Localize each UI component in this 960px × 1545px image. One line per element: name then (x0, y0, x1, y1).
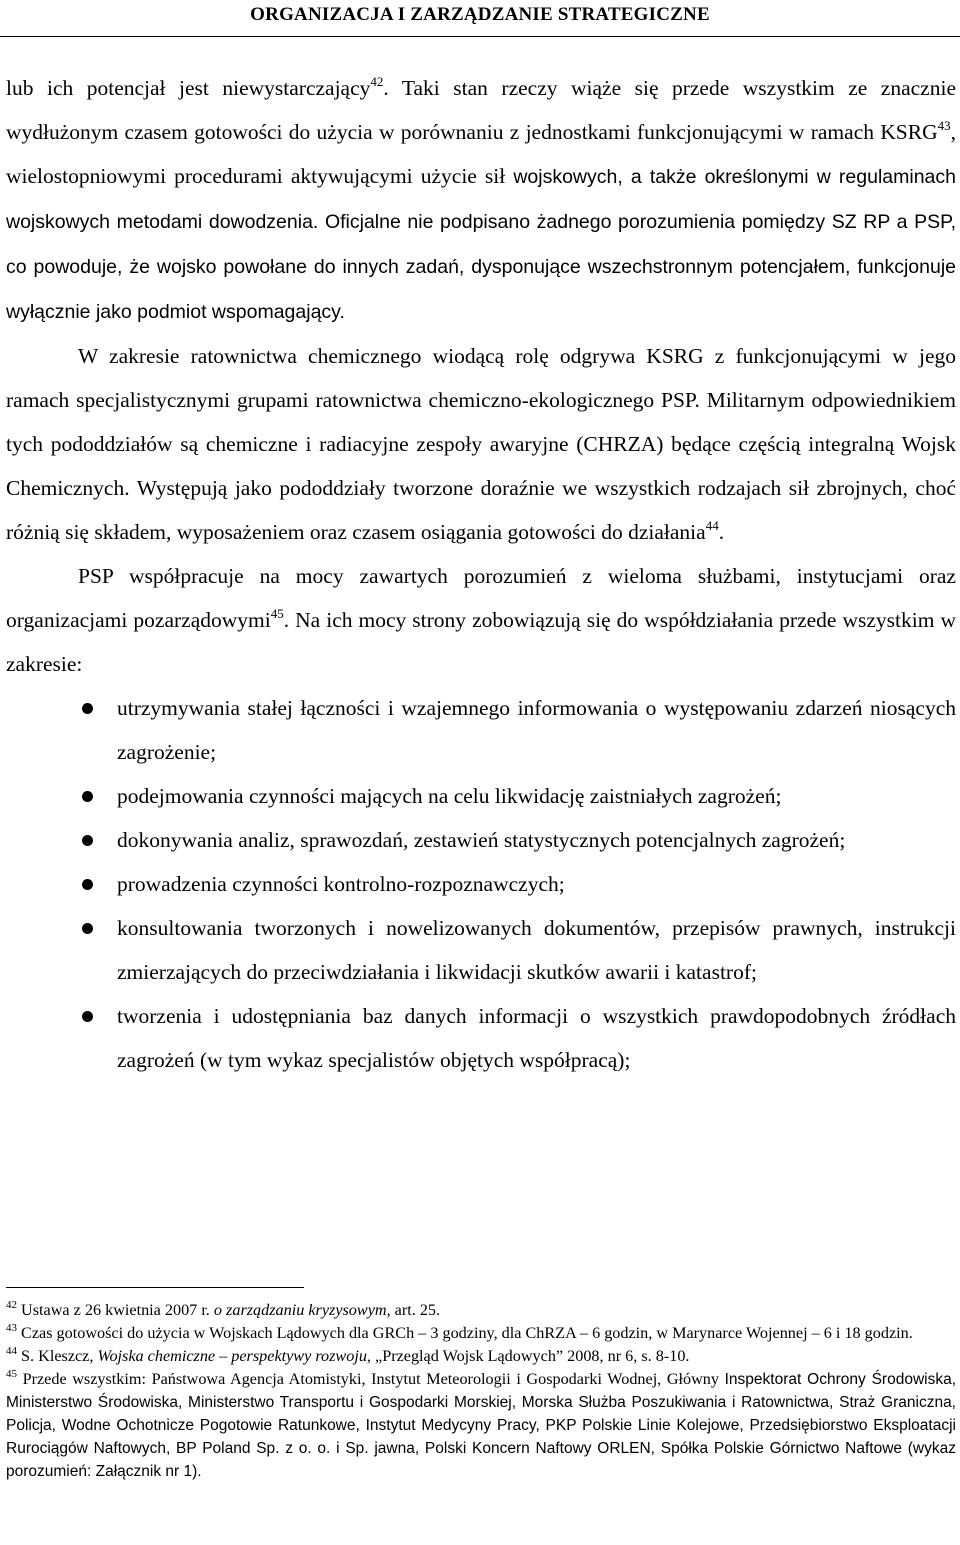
list-item-text: konsultowania tworzonych i nowelizowanych dokumentów, przepisów prawnych, instrukcji zmierzających do przeciwdziałania i likwidacji skutków awarii i katastrof; (117, 916, 956, 984)
list-item-text: tworzenia i udostępniania baz danych informacji o wszystkich prawdopodobnych źródłach zagrożeń (w tym wykaz specjalistów objętych współpracą); (117, 1004, 956, 1072)
list-item-text: utrzymywania stałej łączności i wzajemnego informowania o występowaniu zdarzeń niosących zagrożenie; (117, 696, 956, 764)
bullet-icon (82, 879, 93, 890)
p3-text-a: PSP współpracuje na mocy zawartych porozumień z wieloma służbami, instytucjami oraz organizacjami pozarządowymi (6, 564, 956, 632)
bullet-icon (82, 1011, 93, 1022)
footnote-number: 45 (6, 1368, 17, 1380)
list-item-text: dokonywania analiz, sprawozdań, zestawień statystycznych potencjalnych zagrożeń; (117, 828, 846, 852)
main-text (6, 66, 956, 1082)
list-item-text: prowadzenia czynności kontrolno-rozpoznawczych; (117, 872, 565, 896)
p3-text-b: . Na ich mocy strony zobowiązują się do współdziałania przede wszystkim w zakresie: (6, 608, 957, 676)
footnote-text: , „Przegląd Wojsk Lądowych” 2008, nr 6, s. 8-10. (366, 1347, 690, 1365)
footnote-ref-45: 45 (270, 606, 284, 621)
p2-text-b: . (718, 520, 725, 544)
footnote-45 (6, 1368, 956, 1483)
list-item (6, 774, 956, 818)
footnote-text: S. Kleszcz, (17, 1347, 98, 1365)
footnote-number: 42 (6, 1299, 17, 1311)
paragraph-2 (6, 334, 956, 554)
footnote-ref-43: 43 (937, 118, 951, 133)
list-item (6, 994, 956, 1082)
footnotes (6, 1299, 956, 1483)
list-item-text: podejmowania czynności mających na celu likwidację zaistniałych zagrożeń; (117, 784, 782, 808)
footnote-text: Czas gotowości do użycia w Wojskach Lądowych dla GRCh – 3 godziny, dla ChRZA – 6 godzin, w Marynarce Wojennej – 6 i 18 godzin. (17, 1324, 913, 1342)
footnote-text: Ustawa z 26 kwietnia 2007 r. (17, 1301, 214, 1319)
p1-text-b: . Taki stan rzeczy wiąże się przede wszystkim ze znacznie wydłużonym czasem gotowości do użycia w porównaniu z jednostkami funkcjonującymi w ramach KSRG (6, 76, 956, 144)
footnote-42 (6, 1299, 956, 1322)
bullet-icon (82, 791, 93, 802)
footnote-ref-44: 44 (705, 518, 719, 533)
paragraph-1 (6, 66, 956, 334)
bullet-list (6, 686, 956, 1082)
footnote-number: 43 (6, 1322, 17, 1334)
footnote-44 (6, 1345, 956, 1368)
p1-text-a: lub ich potencjał jest niewystarczający (6, 76, 371, 100)
footnote-43 (6, 1322, 956, 1345)
running-header (0, 0, 960, 37)
p1-text-c: , wielostopniowymi procedurami aktywującymi użycie sił (6, 120, 956, 188)
p1-text-d: wojskowych, a także określonymi w regulaminach wojskowych metodami dowodzenia. Oficjalne nie podpisano żadnego porozumienia pomiędzy SZ RP a PSP, co powoduje, że wojsko powołane do innych zadań, dysponujące wszechstronnym potencjałem, funkcjonuje wyłącznie jako podmiot wspomagający. (6, 166, 956, 323)
footnote-separator (6, 1287, 304, 1288)
list-item (6, 862, 956, 906)
bullet-icon (82, 923, 93, 934)
paragraph-3 (6, 554, 956, 686)
bullet-icon (82, 703, 93, 714)
footnote-text: Inspektorat Ochrony Środowiska, Ministerstwo Środowiska, Ministerstwo Transportu i Gospodarki Morskiej, Morska Służba Poszukiwania i Ratownictwa, Straż Graniczna, Policja, Wodne Ochotnicze Pogotowie Ratunkowe, Instytut Medycyny Pracy, PKP Polskie Linie Kolejowe, Przedsiębiorstwo Eksploatacji Rurociągów Naftowych, BP Poland Sp. z o. o. i Sp. jawna, Polski Koncern Naftowy ORLEN, Spółka Polskie Górnictwo Naftowe (wykaz porozumień: Załącznik nr 1). (6, 1371, 957, 1480)
footnote-number: 44 (6, 1345, 17, 1357)
footnote-ref-42: 42 (370, 74, 384, 89)
list-item (6, 818, 956, 862)
header-title: ORGANIZACJA I ZARZĄDZANIE STRATEGICZNE (250, 4, 710, 25)
p2-text-a: W zakresie ratownictwa chemicznego wiodącą rolę odgrywa KSRG z funkcjonującymi w jego ramach specjalistycznymi grupami ratownictwa chemiczno-ekologicznego PSP. Militarnym odpowiednikiem tych pododdziałów są chemiczne i radiacyjne zespoły awaryjne (CHRZA) będące częścią integralną Wojsk Chemicznych. Występują jako pododdziały tworzone doraźnie we wszystkich rodzajach sił zbrojnych, choć różnią się składem, wyposażeniem oraz czasem osiągania gotowości do działania (6, 344, 956, 544)
list-item (6, 686, 956, 774)
footnote-text: Przede wszystkim: Państwowa Agencja Atomistyki, Instytut Meteorologii i Gospodarki Wodnej, Główny (17, 1370, 719, 1388)
bullet-icon (82, 835, 93, 846)
footnote-title: Wojska chemiczne – perspektywy rozwoju (97, 1347, 367, 1365)
list-item (6, 906, 956, 994)
footnote-title: o zarządzaniu kryzysowym (213, 1301, 387, 1319)
footnote-text: , art. 25. (386, 1301, 441, 1319)
